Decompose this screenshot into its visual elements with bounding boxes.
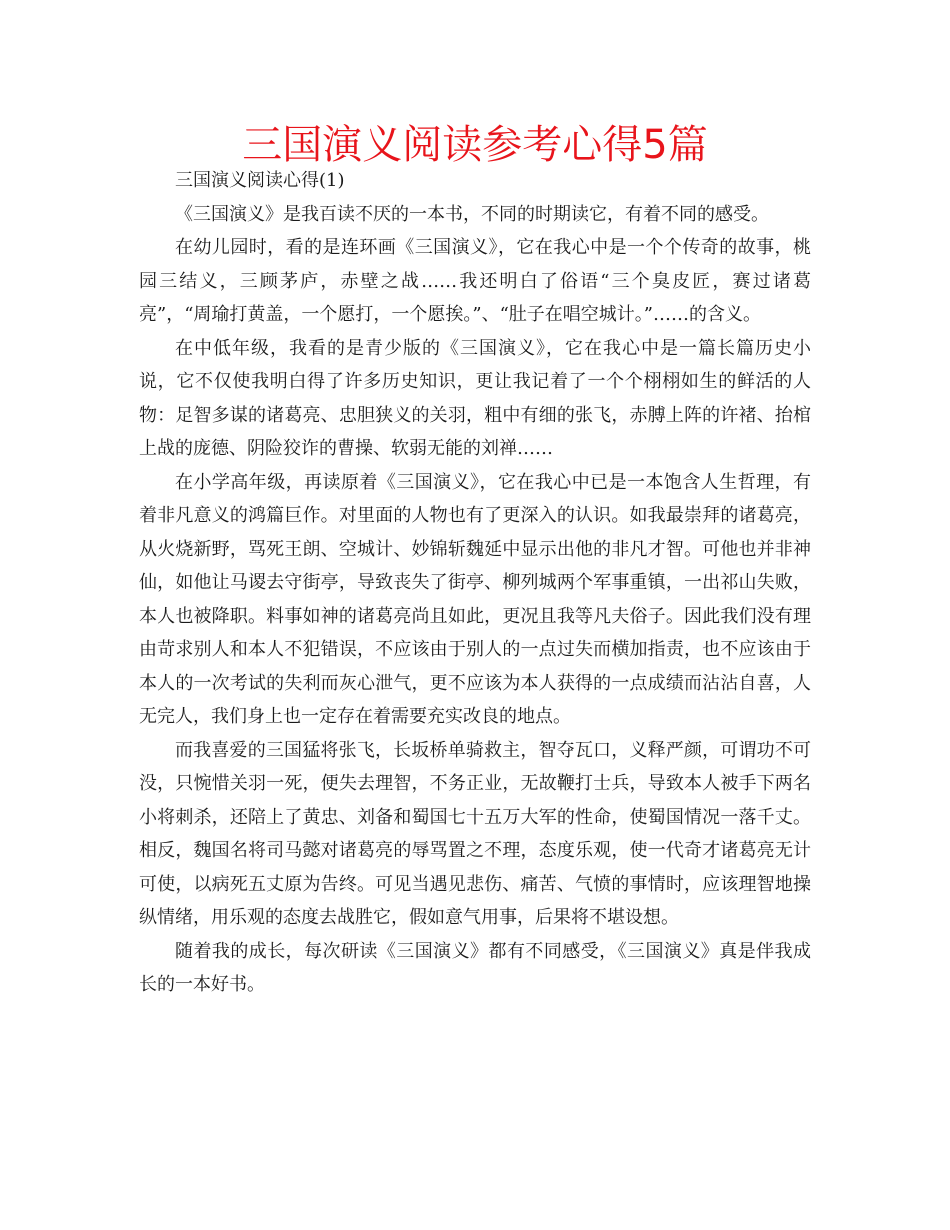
document-body [139, 164, 811, 1002]
paragraph-zhang-fei: 而我喜爱的三国猛将张飞，长坂桥单骑救主，智夺瓦口，义释严颜，可谓功不可没，只惋惜关羽一死，便失去理智，不务正业，无故鞭打士兵，导致本人被手下两名小将刺杀，还陪上了黄忠、刘备和蜀国七十五万大军的性命，使蜀国情况一落千丈。相反，魏国名将司马懿对诸葛亮的辱骂置之不理，态度乐观，使一代奇才诸葛亮无计可使，以病死五丈原为告终。可见当遇见悲伤、痛苦、气愤的事情时，应该理智地操纵情绪，用乐观的态度去战胜它，假如意气用事，后果将不堪设想。 [139, 739, 811, 928]
paragraph-upper-grades: 在小学高年级，再读原着《三国演义》，它在我心中已是一本饱含人生哲理，有着非凡意义的鸿篇巨作。对里面的人物也有了更深入的认识。如我最崇拜的诸葛亮，从火烧新野，骂死王朗、空城计、妙锦斩魏延中显示出他的非凡才智。可他也并非神仙，如他让马谡去守街亭，导致丧失了街亭、柳列城两个军事重镇，一出祁山失败，本人也被降职。料事如神的诸葛亮尚且如此，更况且我等凡夫俗子。因此我们没有理由苛求别人和本人不犯错误，不应该由于别人的一点过失而横加指责，也不应该由于本人的一次考试的失利而灰心泄气，更不应该为本人获得的一点成绩而沾沾自喜，人无完人，我们身上也一定存在着需要充实改良的地点。 [139, 471, 811, 727]
section-subtitle: 三国演义阅读心得(1) [175, 170, 345, 191]
paragraph-intro: 《三国演义》是我百读不厌的一本书，不同的时期读它，有着不同的感受。 [175, 203, 769, 225]
document-title: 三国演义阅读参考心得5篇 [242, 122, 708, 168]
paragraph-lower-grades: 在中低年级，我看的是青少版的《三国演义》，它在我心中是一篇长篇历史小说，它不仅使我明白得了许多历史知识，更让我记着了一个个栩栩如生的鲜活的人物：足智多谋的诸葛亮、忠胆狭义的关羽，粗中有细的张飞，赤膊上阵的许褚、抬棺上战的庞德、阴险狡诈的曹操、软弱无能的刘禅…… [139, 337, 811, 459]
paragraph-conclusion: 随着我的成长，每次研读《三国演义》都有不同感受，《三国演义》真是伴我成长的一本好书。 [139, 940, 811, 995]
paragraph-kindergarten: 在幼儿园时，看的是连环画《三国演义》，它在我心中是一个个传奇的故事，桃园三结义，三顾茅庐，赤壁之战……我还明白了俗语“三个臭皮匠，赛过诸葛亮”，“周瑜打黄盖，一个愿打，一个愿挨。”、“肚子在唱空城计。”……的含义。 [139, 237, 811, 325]
